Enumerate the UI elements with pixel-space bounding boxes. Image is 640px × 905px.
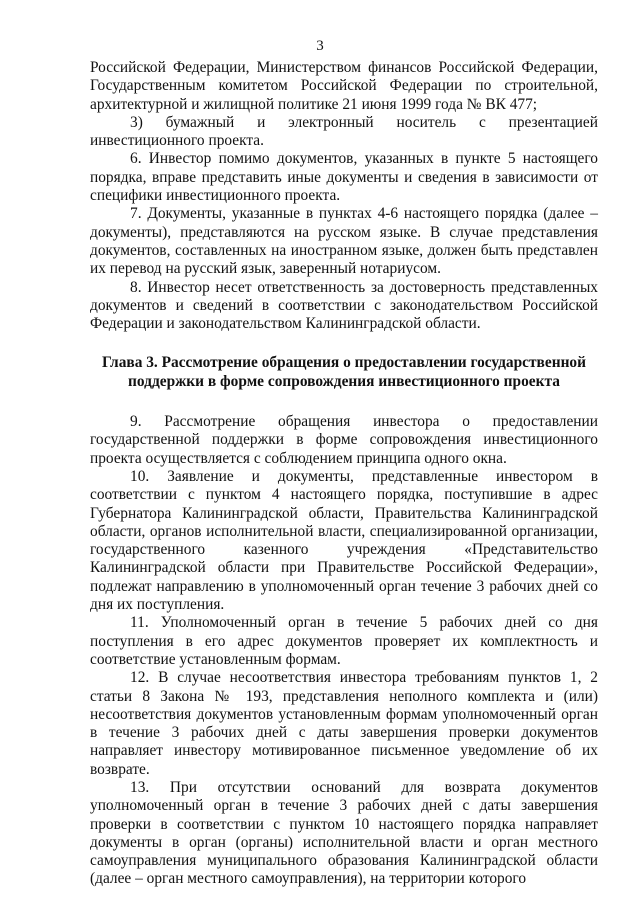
chapter-heading-line-2: поддержки в форме сопровождения инвестиционного проекта xyxy=(128,372,560,390)
paragraph-6: 6. Инвестор помимо документов, указанных в пункте 5 настоящего порядка, вправе представить иные документы и сведения в зависимости от специфики инвестиционного проекта. xyxy=(90,150,598,205)
paragraph-12: 12. В случае несоответствия инвестора требованиям пунктов 1, 2 статьи 8 Закона № 193, представления неполного комплекта и (или) несоответствия документов установленным формам уполномоченный орган в течение 3 рабочих дней с даты завершения проверки документов направляет инвестору мотивированное письменное уведомление об их возврате. xyxy=(90,669,598,778)
paragraph-8: 8. Инвестор несет ответственность за достоверность представленных документов и сведений в соответствии с законодательством Российской Федерации и законодательством Калининградской области. xyxy=(90,278,598,333)
paragraph-13: 13. При отсутствии оснований для возврата документов уполномоченный орган в течение 3 рабочих дней с даты завершения проверки в соответствии с пунктом 10 настоящего порядка направляет документы в орган (органы) исполнительной власти и орган местного самоуправления муниципального образования Калининградской области (далее – орган местного самоуправления), на территории которого xyxy=(90,778,598,888)
chapter-3-heading xyxy=(90,354,598,391)
paragraph-10: 10. Заявление и документы, представленные инвестором в соответствии с пунктом 4 настоящего порядка, поступившие в адрес Губернатора Калининградской области, Правительства Калининградской области, органов исполнительной власти, специализированной организации, государственного казенного учреждения «Представительство Калининградской области при Правительстве Российской Федерации», подлежат направлению в уполномоченный орган течение 3 рабочих дней со дня их поступления. xyxy=(90,467,598,614)
paragraph-continuation: Российской Федерации, Министерством финансов Российской Федерации, Государственным комитетом Российской Федерации по строительной, архитектурной и жилищной политике 21 июня 1999 года № ВК 477; xyxy=(90,59,598,113)
paragraph-9: 9. Рассмотрение обращения инвестора о предоставлении государственной поддержки в форме сопровождения инвестиционного проекта осуществляется с соблюдением принципа одного окна. xyxy=(90,413,598,467)
paragraph-11: 11. Уполномоченный орган в течение 5 рабочих дней со дня поступления в его адрес документов проверяет их комплектность и соответствие установленным формам. xyxy=(90,614,598,668)
document-body xyxy=(90,59,598,889)
page-number: 3 xyxy=(316,38,324,54)
paragraph-item-3: 3) бумажный и электронный носитель с презентацией инвестиционного проекта. xyxy=(90,113,598,150)
chapter-heading-line-1: Глава 3. Рассмотрение обращения о предоставлении государственной xyxy=(102,354,586,372)
paragraph-7: 7. Документы, указанные в пунктах 4-6 настоящего порядка (далее – документы), представляются на русском языке. В случае представления документов, составленных на иностранном языке, должен быть представлен их перевод на русский язык, заверенный нотариусом. xyxy=(90,205,598,278)
